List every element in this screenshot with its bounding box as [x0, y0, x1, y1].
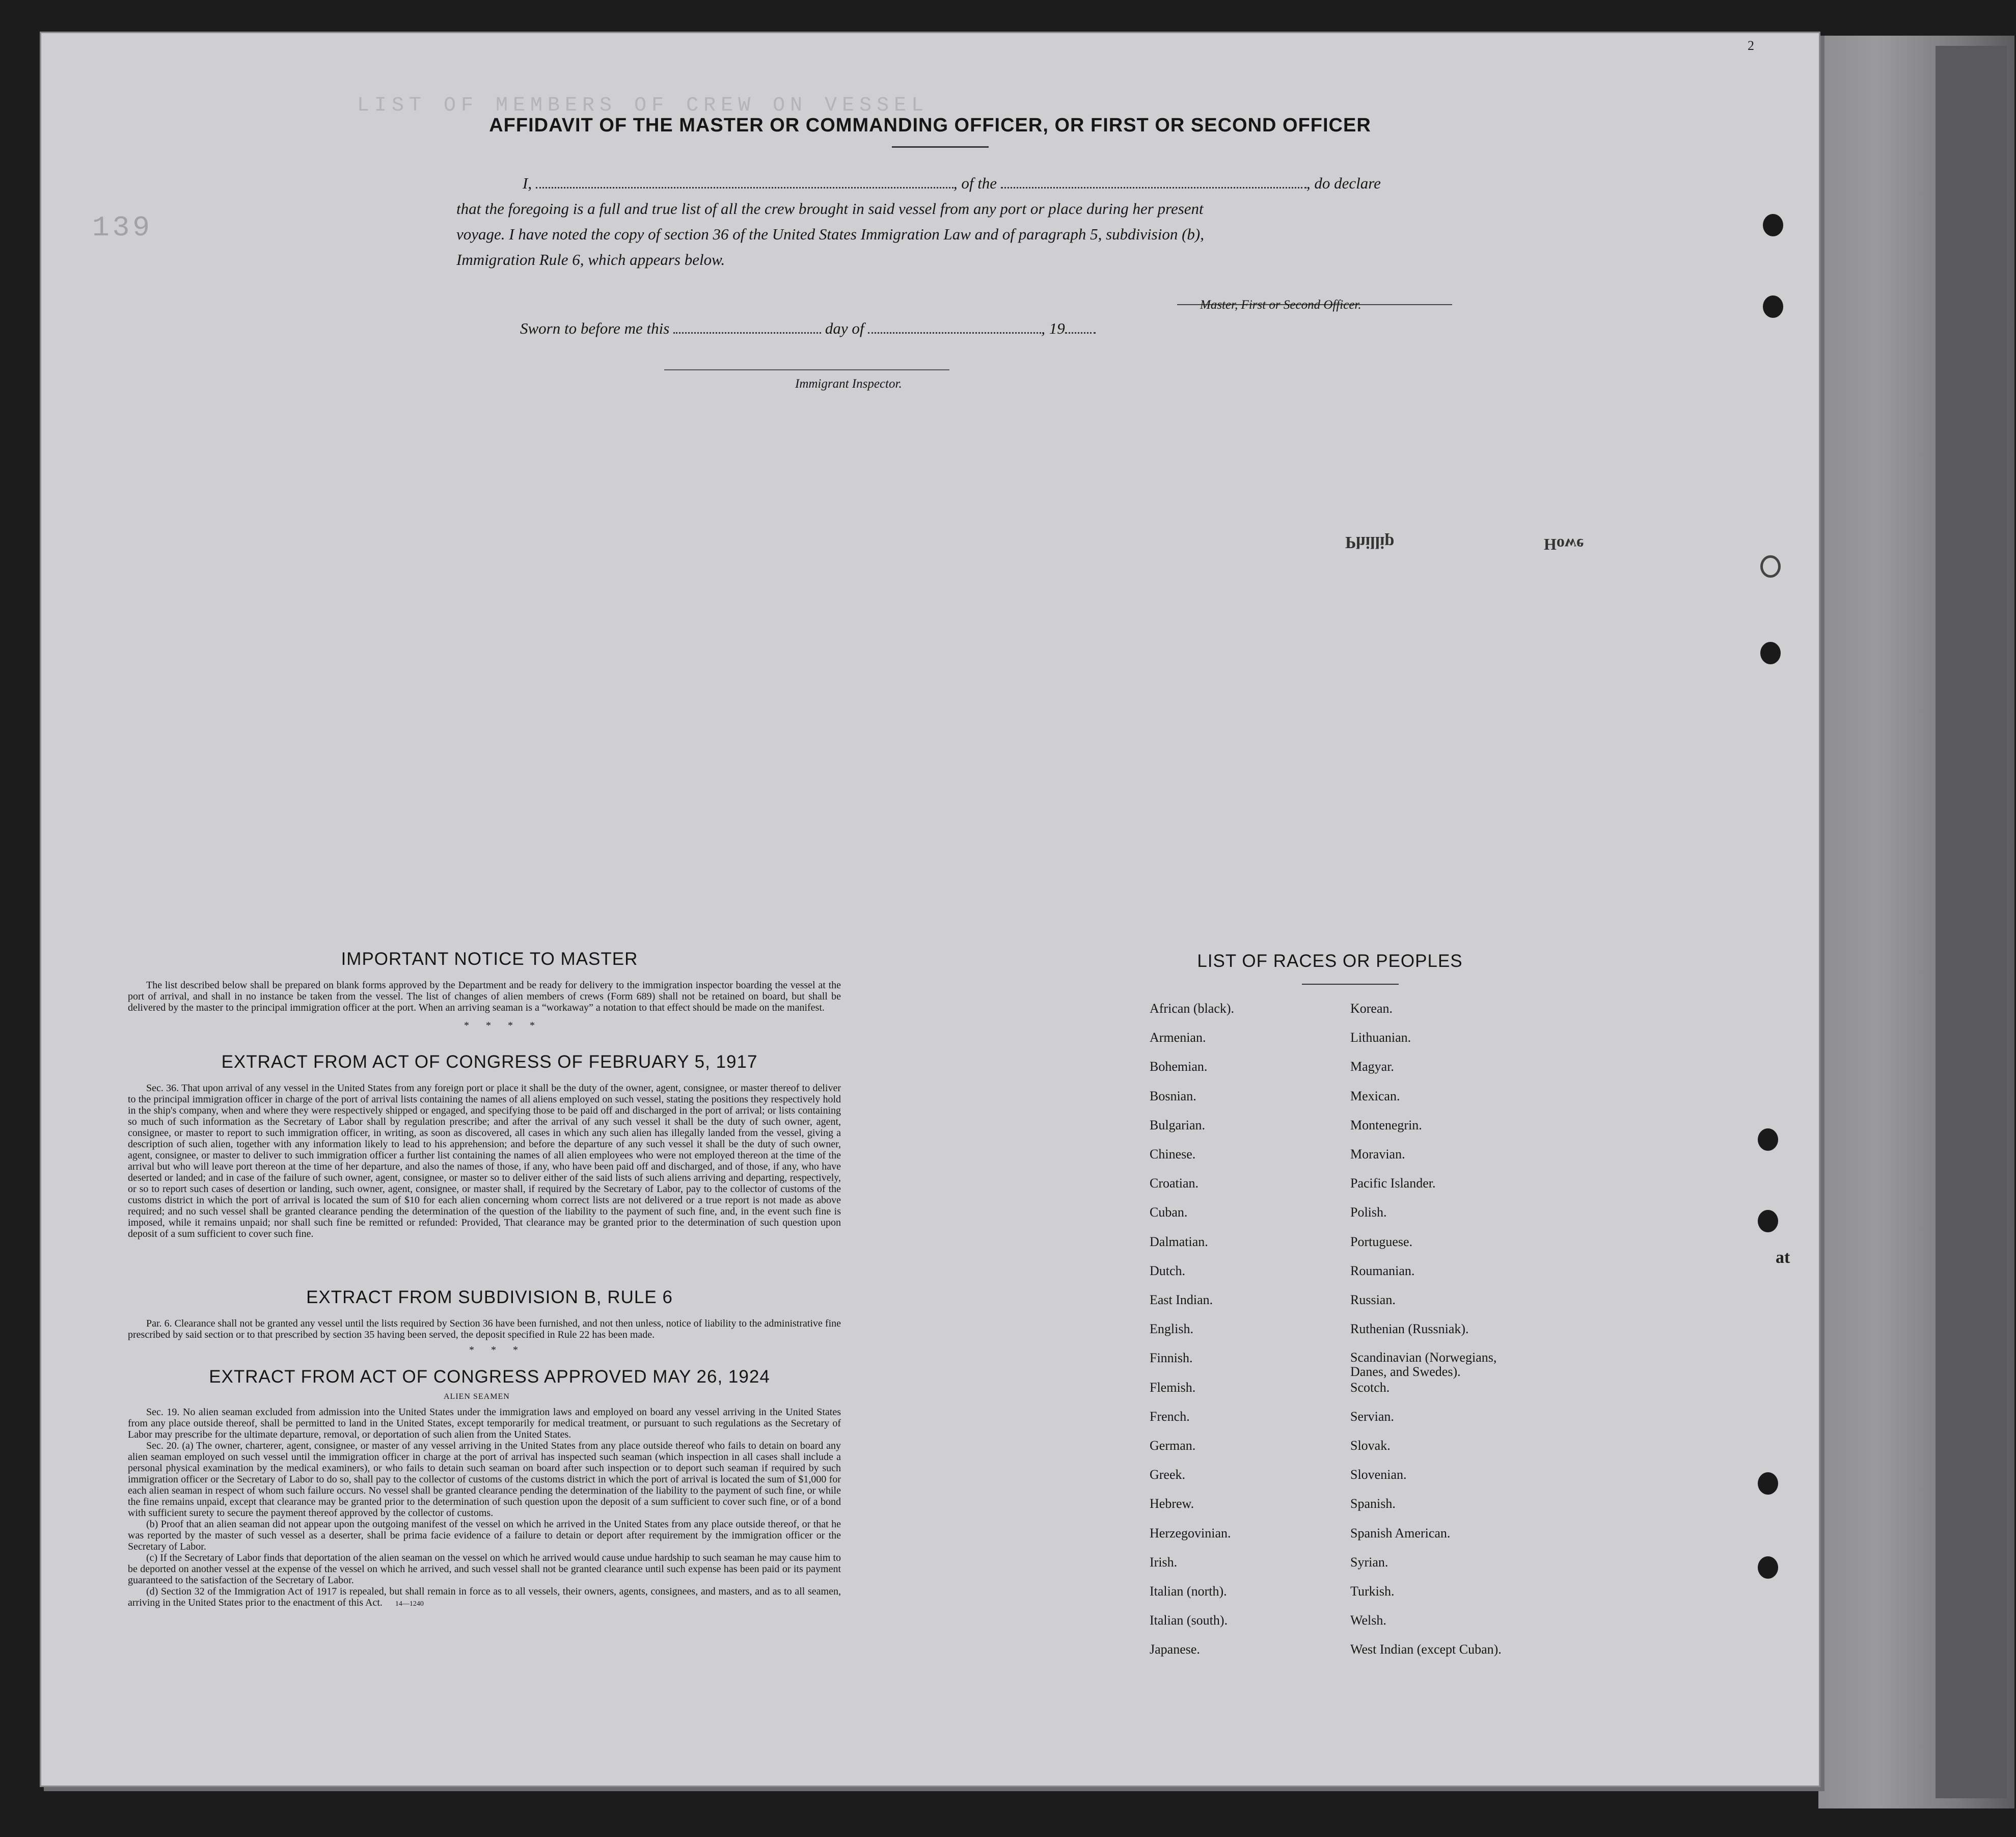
race-item: Roumanian.	[1350, 1263, 1415, 1278]
manifest-page	[40, 32, 1820, 1787]
race-item: Montenegrin.	[1350, 1117, 1422, 1132]
bleed-through-header: LIST OF MEMBERS OF CREW ON VESSEL	[357, 94, 929, 117]
race-item: French.	[1150, 1409, 1190, 1424]
race-item: African (black).	[1150, 1001, 1235, 1016]
race-item: Croatian.	[1150, 1176, 1199, 1191]
race-item: Ruthenian (Russniak).	[1350, 1321, 1469, 1337]
right-edge-mark: at	[1776, 1248, 1790, 1267]
race-item: Hebrew.	[1150, 1496, 1194, 1511]
affidavit-of-the: , of the	[953, 174, 997, 192]
year-blank[interactable]	[1065, 320, 1096, 334]
rule6-stars: * * *	[469, 1344, 525, 1356]
sec-20a-paragraph: Sec. 20. (a) The owner, charterer, agent, consignee, or master of any vessel arriving in the United States from any place outside thereof who fails to detain on board any alien seaman employed on such vessel until the immigration officer in charge at the port of arrival has inspected such seaman (which inspection in all cases shall include a personal physical examination by the medical examiners), or who fails to detain such seaman on board after such inspection or to deport such seaman if required by such immigration officer or the Secretary of Labor to do so, shall pay to the collector of customs of the customs district in which the port of arrival is located the sum of $1,000 for each alien seaman in respect of whom such failure occurs. No vessel shall be granted clearance pending the determination of the liability to the payment of such fine, or while the fine remains unpaid, except that clearance may be granted prior to the determination of such question upon the deposit of a sum sufficient to cover such fine, or of a bond with sufficient surety to secure the payment thereof approved by the collector of customs.	[128, 1440, 841, 1519]
punch-hole	[1763, 214, 1783, 236]
year-prefix: , 19	[1041, 319, 1065, 337]
sec-20c-paragraph: (c) If the Secretary of Labor finds that deportation of the alien seaman on the vessel on which he arrived would cause undue hardship to such seaman he may cause him to be deported on another vessel at the expense of the vessel on which he arrived, and such vessel shall not be granted clearance until such expense has been paid or its payment guaranteed to the satisfaction of the Secretary of Labor.	[128, 1552, 841, 1586]
race-item: Polish.	[1350, 1205, 1387, 1220]
sec-20b-paragraph: (b) Proof that an alien seaman did not appear upon the outgoing manifest of the vessel on which he arrived in the United States from any place outside thereof, or that he was reported by the master of such vessel as a deserter, shall be prima facie evidence of a failure to detain or deport after requirement by the immigration officer or the Secretary of Labor.	[128, 1519, 841, 1552]
race-item: Moravian.	[1350, 1147, 1405, 1161]
sworn-day-blank[interactable]	[673, 320, 821, 334]
race-item: Magyar.	[1350, 1059, 1394, 1074]
affidavit-line-3: voyage. I have noted the copy of section 36 of the United States Immigration Law and of paragraph 5, subdivision (b),	[456, 225, 1204, 243]
race-item: Cuban.	[1150, 1205, 1188, 1220]
vessel-blank[interactable]	[1001, 175, 1306, 188]
affidavit-body	[456, 171, 1465, 273]
race-item: Italian (south).	[1150, 1613, 1228, 1628]
extract-1924-title: EXTRACT FROM ACT OF CONGRESS APPROVED MAY 26, 1924	[209, 1367, 770, 1387]
race-item: Chinese.	[1150, 1147, 1196, 1161]
race-item: West Indian (except Cuban).	[1350, 1642, 1502, 1657]
handwritten-phillip: Phillip	[1345, 533, 1395, 552]
alien-seamen-subtitle: ALIEN SEAMEN	[444, 1392, 510, 1401]
race-item: English.	[1150, 1321, 1193, 1337]
affidavit-line-4: Immigration Rule 6, which appears below.	[456, 251, 725, 268]
affidavit-declare: , do declare	[1306, 174, 1381, 192]
page-number-mark: 139	[92, 211, 153, 244]
race-item: Lithuanian.	[1350, 1030, 1411, 1045]
inspector-line	[795, 377, 902, 391]
punch-hole	[1760, 642, 1781, 664]
top-right-mark: 2	[1748, 38, 1754, 53]
race-item: Italian (north).	[1150, 1584, 1227, 1599]
race-item: Mexican.	[1350, 1088, 1400, 1103]
adjacent-page-shadow	[1936, 46, 2007, 1798]
extract-1917-body	[128, 1083, 841, 1239]
race-item: Pacific Islander.	[1350, 1176, 1436, 1191]
sworn-line	[456, 316, 1465, 341]
affidavit-line-2: that the foregoing is a full and true list of all the crew brought in said vessel from any port or place during her present	[456, 200, 1204, 218]
race-item: Dalmatian.	[1150, 1234, 1208, 1249]
notice-stars: * * * *	[464, 1020, 542, 1031]
race-item: Scandinavian (Norwegians, Danes, and Swedes).	[1350, 1350, 1497, 1380]
punch-hole	[1758, 1128, 1778, 1151]
handwritten-howe: Howe	[1544, 535, 1584, 554]
rule6-title: EXTRACT FROM SUBDIVISION B, RULE 6	[306, 1287, 673, 1307]
race-item: Slovak.	[1350, 1438, 1391, 1453]
punch-hole	[1758, 1556, 1778, 1579]
race-item: Bosnian.	[1150, 1088, 1196, 1103]
races-title-divider	[1302, 984, 1399, 985]
race-item: Armenian.	[1150, 1030, 1206, 1045]
sec-19-paragraph: Sec. 19. No alien seaman excluded from admission into the United States under the immigration laws and employed on board any vessel arriving in the United States from any place outside thereof, shall be permitted to land in the United States, except temporarily for medical treatment, or pursuant to such regulations as the Secretary of Labor may prescribe for the ultimate departure, removal, or deportation of such alien from the United States.	[128, 1407, 841, 1440]
race-item: Irish.	[1150, 1554, 1178, 1570]
notice-body	[128, 980, 841, 1013]
race-item: Slovenian.	[1350, 1467, 1407, 1482]
race-item: Bohemian.	[1150, 1059, 1208, 1074]
notice-title: IMPORTANT NOTICE TO MASTER	[341, 949, 638, 969]
race-item: Greek.	[1150, 1467, 1186, 1482]
affidavit-i: I,	[523, 174, 532, 192]
inspector-label: Immigrant Inspector.	[795, 377, 902, 391]
races-title: LIST OF RACES OR PEOPLES	[1197, 951, 1463, 971]
race-item: Finnish.	[1150, 1350, 1193, 1366]
sworn-month-blank[interactable]	[868, 320, 1041, 334]
sec-36-paragraph: Sec. 36. That upon arrival of any vessel in the United States from any foreign port or place it shall be the duty of the owner, agent, consignee, or master thereof to deliver to the principal immigration officer in charge of the port of arrival lists containing the names of all aliens employed on such vessel, stating the positions they respectively hold in the ship's company, when and where they were respectively shipped or engaged, and specifying those to be paid off and discharged in the port of arrival; or lists containing so much of such information as the Secretary of Labor shall by regulation prescribe; and after the arrival of any such vessel it shall be the duty of such owner, agent, consignee, or master to report to such immigration officer, in writing, as soon as discovered, all cases in which any such alien has illegally landed from the vessel, giving a description of such alien, together with any information likely to lead to his apprehension; and before the departure of any such vessel it shall be the duty of such owner, agent, consignee, or master to deliver to such immigration officer a further list containing the names of all alien employees who were not employed thereon at the time of the arrival but who will leave port thereon at the time of her departure, and also the names of those, if any, who have been paid off and discharged, and of those, if any, who have deserted or landed; and in case of the failure of such owner, agent, consignee, or master so to deliver either of the said lists of such aliens arriving and departing, respectively, or so to report such cases of desertion or landing, such owner, agent, consignee, or master shall, if required by the Secretary of Labor, pay to the collector of customs of the customs district in which the port of arrival is located the sum of $10 for each alien concerning whom correct lists are not delivered or a true report is not made as above required; and no such vessel shall be granted clearance pending the determination of the question of the liability to the payment of such fine, and, in the event such fine is imposed, while it remains unpaid; nor shall such fine be remitted or refunded: Provided, That clearance may be granted prior to the determination of such question upon deposit of a sum sufficient to cover such fine.	[128, 1083, 841, 1239]
race-item: Portuguese.	[1350, 1234, 1413, 1249]
affidavit-line-1	[456, 171, 1465, 196]
race-item: Herzegovinian.	[1150, 1525, 1231, 1541]
sworn-label: Sworn to before me this	[520, 319, 670, 337]
sec-20d-text: (d) Section 32 of the Immigration Act of 1917 is repealed, but shall remain in force as to all vessels, their owners, agents, consignees, and masters, and as to all seamen, arriving in the United States prior to the enactment of this Act.	[128, 1586, 841, 1608]
rule6-body	[128, 1318, 841, 1340]
punch-hole	[1760, 555, 1781, 578]
par-6-paragraph: Par. 6. Clearance shall not be granted any vessel until the lists required by Section 36 have been furnished, and not then unless, notice of liability to the administrative fine prescribed by said section or to that prescribed by section 35 having been served, the deposit specified in Rule 22 has been made.	[128, 1318, 841, 1340]
race-item: Welsh.	[1350, 1613, 1386, 1628]
race-item: Russian.	[1350, 1292, 1396, 1307]
race-item: Dutch.	[1150, 1263, 1186, 1278]
race-item: Korean.	[1350, 1001, 1393, 1016]
title-divider	[892, 146, 989, 148]
race-item: Bulgarian.	[1150, 1117, 1206, 1132]
extract-1924-body	[128, 1407, 841, 1610]
day-of-label: day of	[825, 319, 864, 337]
race-item: Servian.	[1350, 1409, 1394, 1424]
race-item: German.	[1150, 1438, 1196, 1453]
race-item: Scotch.	[1350, 1380, 1390, 1395]
race-item: Japanese.	[1150, 1642, 1200, 1657]
affidavit-title: AFFIDAVIT OF THE MASTER OR COMMANDING OFFICER, OR FIRST OR SECOND OFFICER	[489, 115, 1371, 136]
race-item: Turkish.	[1350, 1584, 1395, 1599]
race-item: Spanish American.	[1350, 1525, 1451, 1541]
notice-paragraph: The list described below shall be prepared on blank forms approved by the Department and be ready for delivery to the immigration inspector boarding the vessel at the port of arrival, and shall in no instance be taken from the vessel. The list of changes of alien members of crews (Form 689) shall not be retained on board, but shall be delivered by the master to the principal immigration officer at the port. When an arriving seaman is a “workaway” a notation to that effect should be made on the manifest.	[128, 980, 841, 1013]
master-signature-label: Master, First or Second Officer.	[1200, 298, 1361, 312]
punch-hole	[1763, 295, 1783, 318]
race-item: East Indian.	[1150, 1292, 1213, 1307]
form-number: 14—1240	[395, 1600, 424, 1608]
race-item: Syrian.	[1350, 1554, 1388, 1570]
inspector-signature-line	[664, 369, 949, 370]
race-item: Spanish.	[1350, 1496, 1396, 1511]
extract-1917-title: EXTRACT FROM ACT OF CONGRESS OF FEBRUARY 5, 1917	[221, 1052, 758, 1072]
punch-hole	[1758, 1472, 1778, 1495]
race-item: Flemish.	[1150, 1380, 1196, 1395]
punch-hole	[1758, 1210, 1778, 1232]
sec-20d-paragraph	[128, 1586, 841, 1610]
name-blank[interactable]	[536, 175, 953, 188]
